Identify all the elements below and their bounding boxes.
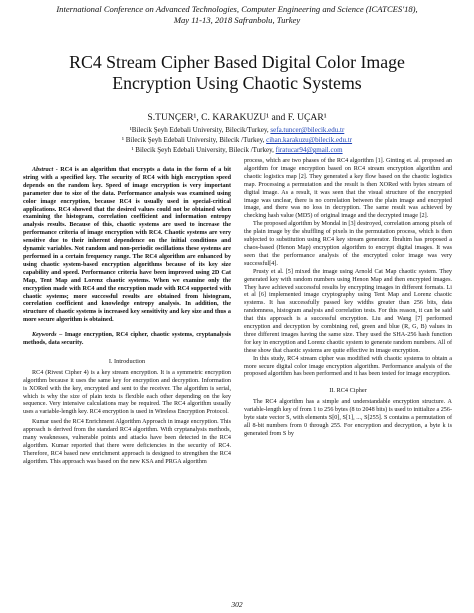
- right-paragraph-3: Prusty et al. [5] mixed the image using Arnold Cat Map chaotic system. They generated key with random numbers using Henon Map and then encrypted images. They have achieved successful results by encrypting images in different formats. Li et al [6] implemented image cryptography using Tent Map and Lorenz chaotic systems. It has successfully passed key widths greater than 256 bits, data randomness, histogram analysis and correlation tests. For this reason, it can be said that this approach is a successful encryption. Liu and Wang [7] performed encryption and decryption by combining red, green and blue (R, G, B) values in three different images having the same size. They used the SHA-256 hash function for key in encryption and Lorenz chaotic system to generate random numbers. All of these show that chaotic systems are quite effective in image encryption.: [244, 268, 452, 354]
- title-line-2: Encryption Using Chaotic Systems: [112, 73, 362, 93]
- affiliation-1-text: ¹Bilecik Şeyh Edebali University, Bilecik/Turkey,: [129, 126, 269, 134]
- keywords-text: – Image encryption, RC4 cipher, chaotic systems, cryptanalysis methods, data security.: [23, 332, 231, 347]
- affiliation-3: [0, 146, 474, 155]
- section-heading-introduction: I. Introduction: [108, 357, 146, 365]
- keywords: [23, 332, 231, 348]
- conference-line-2: May 11-13, 2018 Safranbolu, Turkey: [173, 14, 301, 25]
- rc4-paragraph-1: The RC4 algorithm has a simple and understandable encryption structure. A variable-length key of from 1 to 256 bytes (8 to 2048 bits) is used to initialize a 256-byte state vector S, with elements S[0], S[1], ..., S[255]. S contains a permutation of all 8-bit numbers from 0 through 255. For encryption and decryption, a byte k is generated from S by: [244, 399, 452, 437]
- right-column: [244, 158, 452, 439]
- left-column: [23, 167, 231, 467]
- conference-line-1: International Conference on Advanced Technologies, Computer Engineering and Science (ICATCES'18),: [56, 4, 418, 14]
- abstract: [23, 167, 231, 325]
- affiliation-2: [0, 136, 474, 145]
- affiliation-3-text: ¹ Bilecik Şeyh Edebali University, Bilecik /Turkey,: [131, 146, 274, 154]
- right-paragraph-4: In this study, RC4 stream cipher was modified with chaotic systems to obtain a more secure digital color image encryption algorithm. Performance analysis of the proposed algorithm has been performed and it has been tested for image encryption.: [244, 355, 452, 378]
- affiliation-1-email[interactable]: sefa.tuncer@bilecik.edu.tr: [270, 126, 345, 134]
- author-list: S.TUNÇER¹, C. KARAKUZU¹ and F. UÇAR¹: [147, 112, 327, 123]
- paper-title: [0, 52, 474, 94]
- intro-paragraph-2: Kumar used the RC4 Enrichment Algorithm Approach in image encryption. This approach is derived from the standard RC4 algorithm. With cryptanalysis methods, many weaknesses, vulnerable points and attacks have been detected in the RC4 algorithm. Kumar reported that there were deficiencies in the security of RC4. Therefore, RC4 based new enrichment approach is designed to strengthen the RC4 algorithm. This approach was based on the new KSA and PRGA algorithm: [23, 419, 231, 465]
- abstract-label: Abstract: [32, 167, 54, 173]
- keywords-label: Keywords: [32, 332, 57, 339]
- intro-paragraph-1: RC4 (Rivest Cipher 4) is a key stream encryption. It is a symmetric encryption algorithm because it uses the same key for encryption and decryption. Information is XORed with the key, encrypted and sent to the receiver. The algorithm is serial, which is why the size of plain texts is flexible each other depending on the key sequence. Very intensive calculations may be required. The RC4 algorithm usually uses a variable-length key. RC4 encryption is used in Wireless Encryption Protocol.: [23, 369, 231, 416]
- affiliation-2-text: ¹ Bilecik Şeyh Edebali University, Bilecik /Turkey,: [121, 136, 265, 144]
- right-paragraph-1: process, which are two phases of the RC4 algorithm [1]. Ginting et. al. proposed an algorithm for image encryption based on RC4 stream encryption algorithm and chaotic logistics map [2]. They generated a key flow based on the chaotic logistics map. Processing a permutation and the result is then XORed with bytes stream of digital image. As a result, it was seen that the visual structure of the encrypted image was unclear, there is no correlation between the plain image and encrypted image, and there was no loss in decryption. The same result was achieved by checking hash value (MD5) of original image and the decrypted image [2].: [244, 158, 452, 220]
- abstract-text: - RC4 is an algorithm that encrypts a data in the form of a bit string with a specified key. The security of RC4 with high encryption speed depends on the random key. Speed of image encryption is very important parameter due to size of the data. Performance analysis was examined using color image encryption, because RC4 is usually used in special-critical applications. RC4 showed that the desired values could not be obtained when examining the histogram, correlation coefficient and information entropy analysis results. Because of this, chaotic systems are used to increase the performance criteria of image encryption with RC4. Chaotic systems are very sensitive due to their inherent dependence on the initial conditions and dynamic variables. Not random and non-periodic oscillations these systems are performed in a certain frequency range. The RC4 algorithm are enhanced by using chaotic system-based encryption algorithms because of its key size capability and speed. Performance criteria have been improved using 2D Cat Map, Tent Map and Lorenz chaotic systems. When we examine only the encryption made with RC4 and the encryption made with RC4 supported with chaotic systems; more successful results are obtained from histogram, correlation coefficient and knowledge entropy analysis. In addition, the structure of chaotic systems is increased key sensitivity and key size and thus a more secure algorithm is obtained.: [23, 167, 231, 324]
- right-paragraph-2: The proposed algorithm by Mondal in [3] destroyed, correlation among pixels of the plain image by the shuffling of pixels in the permutation process, which is then subjected to substitution using RC4 key stream generator. Ibrahim has proposed a chaos-based (Henon Map) encryption algorithm to encrypt digital images. It was seen that the performance analysis of the encrypted color image was very successful[4].: [244, 221, 452, 267]
- section-heading-rc4-cipher: II. RC4 Cipher: [329, 387, 367, 395]
- conference-header: [0, 4, 474, 25]
- title-line-1: RC4 Stream Cipher Based Digital Color Image: [69, 52, 405, 72]
- affiliation-1: [0, 126, 474, 135]
- affiliation-2-email[interactable]: cihan.karakuzu@bilecik.edu.tr: [266, 136, 353, 144]
- affiliation-3-email[interactable]: firatucar94@gmail.com: [275, 146, 343, 154]
- page-number: 302: [231, 600, 243, 609]
